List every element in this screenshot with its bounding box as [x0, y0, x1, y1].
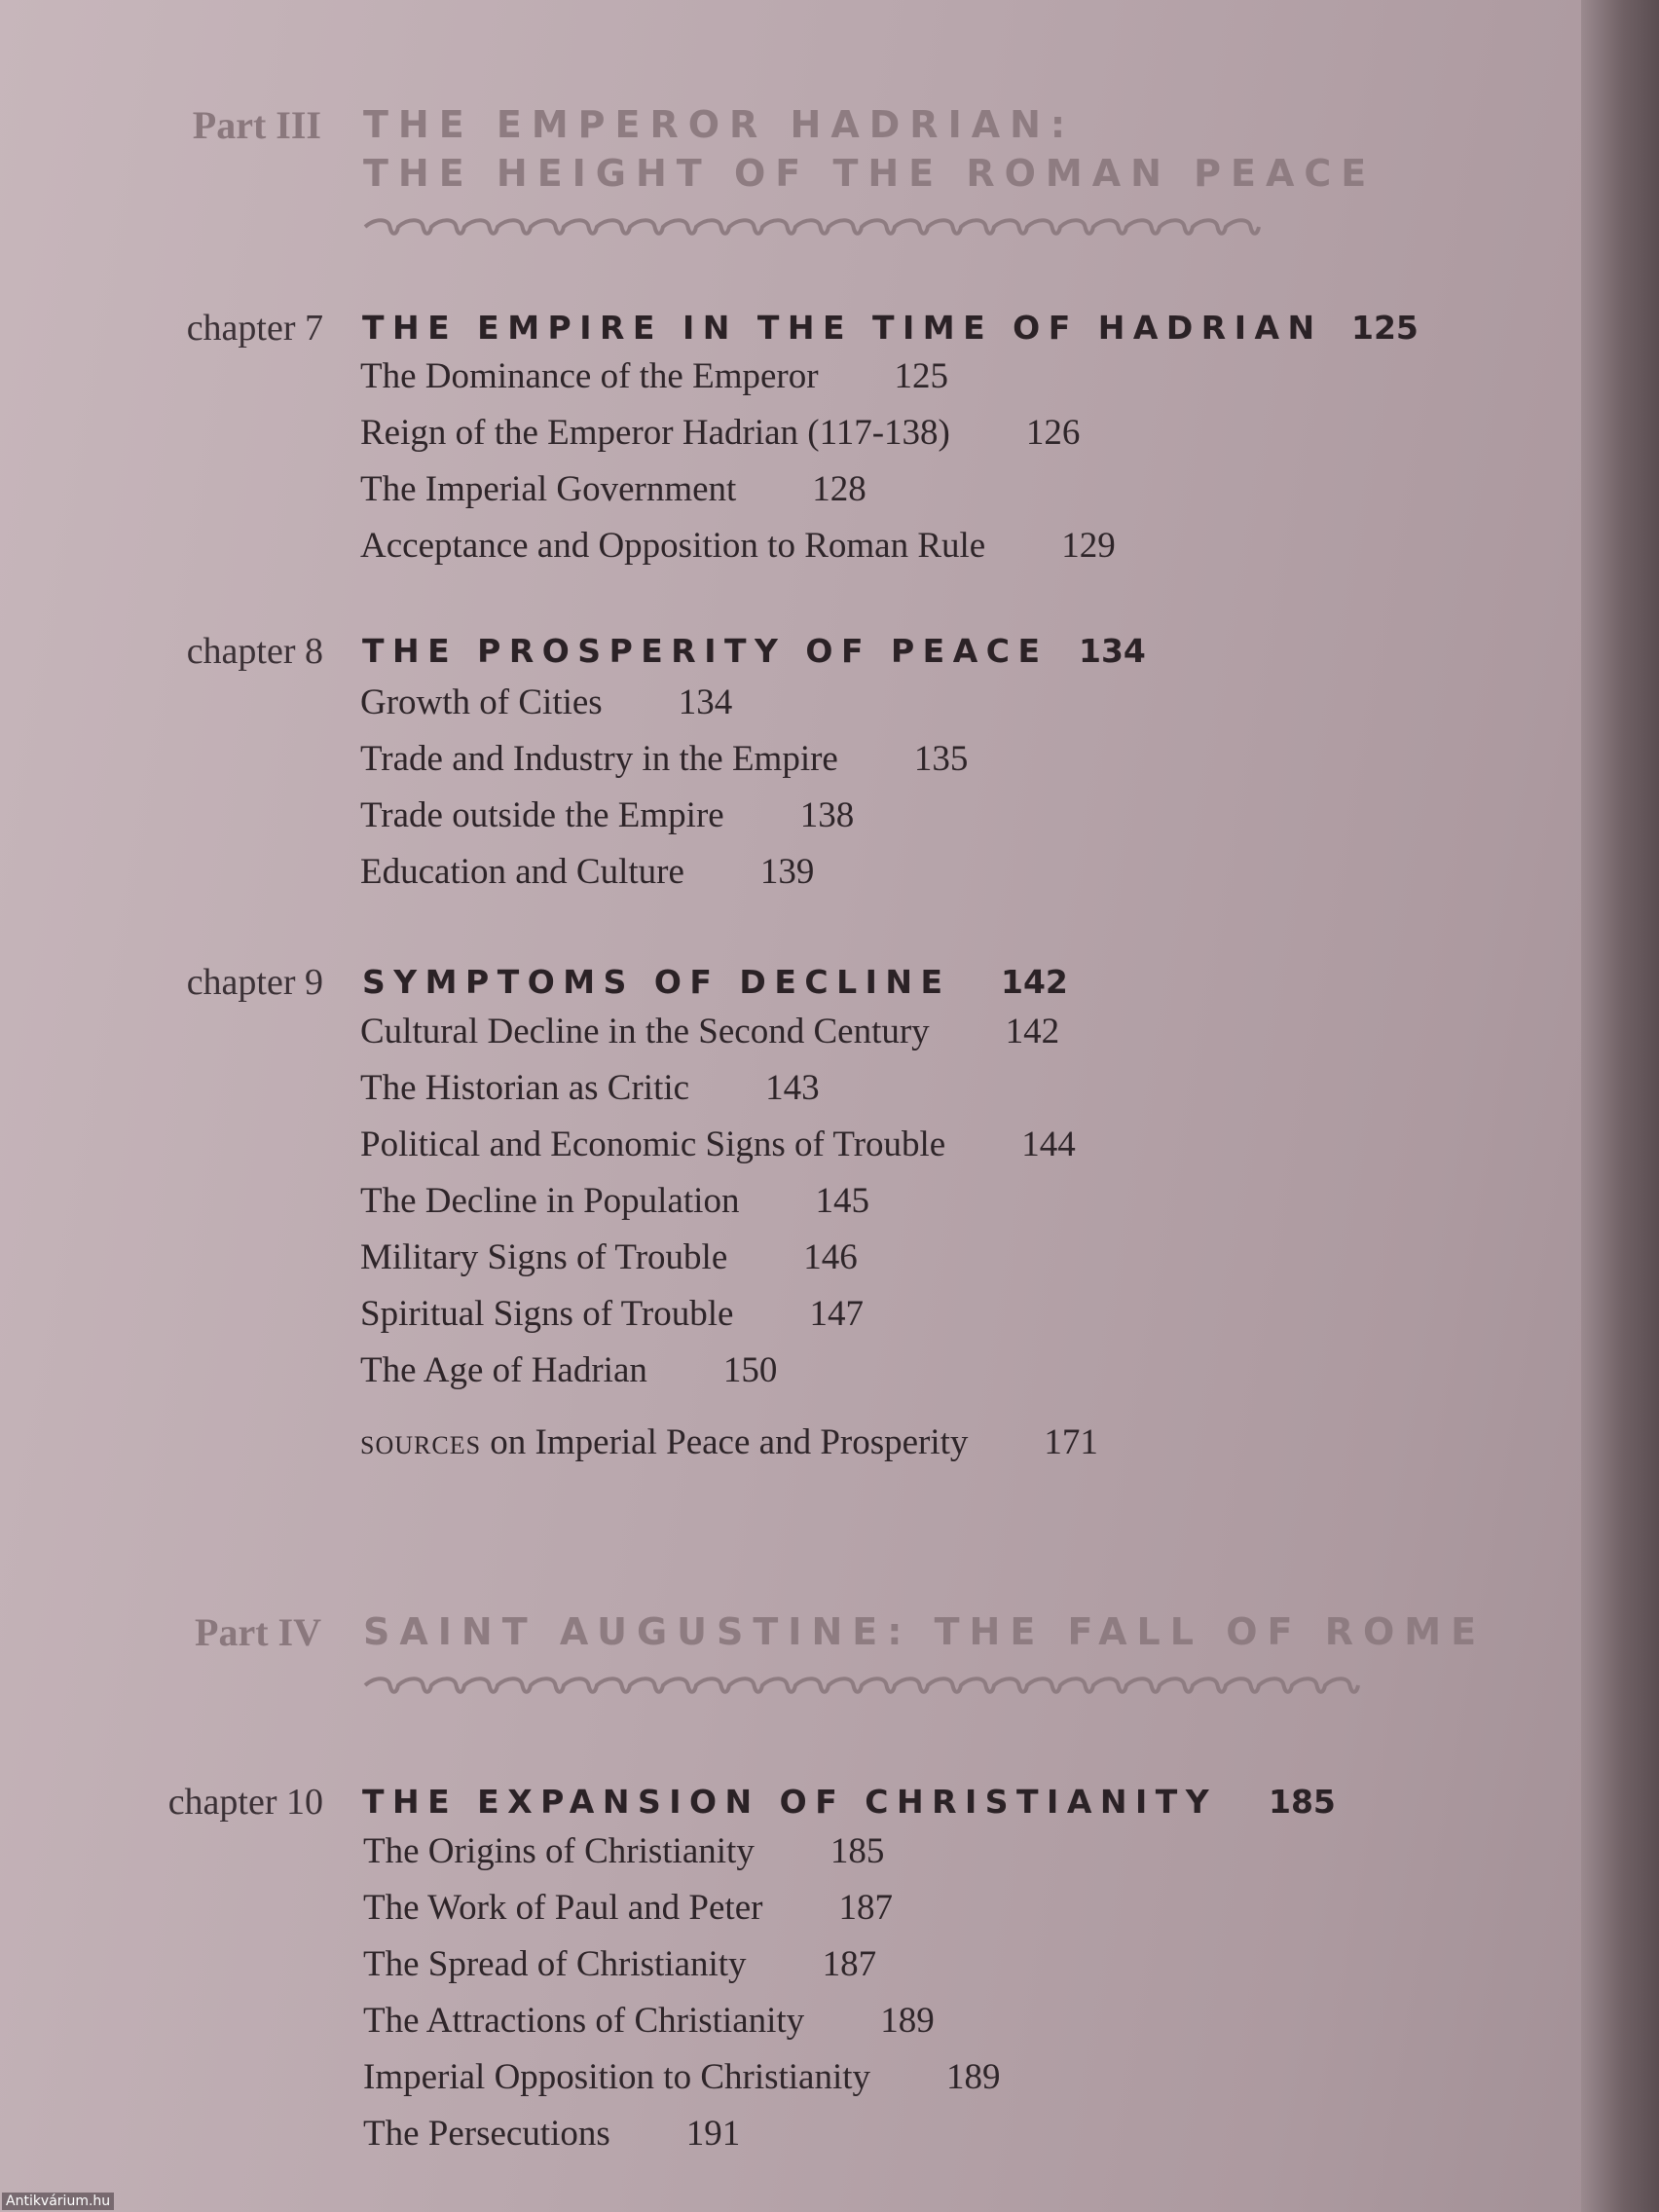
- toc-entry[interactable]: Trade and Industry in the Empire 135: [360, 739, 969, 779]
- part-title-line-2: THE HEIGHT OF THE ROMAN PEACE: [363, 152, 1377, 195]
- toc-entry[interactable]: The Historian as Critic 143: [360, 1068, 820, 1108]
- chapter-page-number: 142: [1001, 963, 1068, 1001]
- wave-ornament-icon: [363, 1671, 1376, 1700]
- chapter-title[interactable]: SYMPTOMS OF DECLINE: [362, 963, 951, 1001]
- wave-ornament-icon: [363, 212, 1288, 241]
- chapter-title[interactable]: THE PROSPERITY OF PEACE: [362, 632, 1049, 670]
- chapter-page-number: 125: [1351, 309, 1419, 347]
- part-title-line-1: SAINT AUGUSTINE: THE FALL OF ROME: [363, 1610, 1487, 1653]
- chapter-page-number: 134: [1079, 632, 1146, 670]
- toc-entry[interactable]: The Work of Paul and Peter 187: [363, 1888, 893, 1928]
- chapter-entries: [360, 1004, 1098, 1471]
- toc-entry[interactable]: The Attractions of Christianity 189: [363, 2001, 935, 2041]
- chapter-label: chapter 8: [186, 631, 323, 672]
- toc-entry[interactable]: The Age of Hadrian 150: [360, 1350, 778, 1390]
- part-title-line-1: THE EMPEROR HADRIAN:: [363, 103, 1076, 146]
- toc-entry[interactable]: The Spread of Christianity 187: [363, 1944, 877, 1984]
- toc-entry[interactable]: Growth of Cities 134: [360, 682, 733, 722]
- chapter-label: chapter 10: [167, 1782, 323, 1823]
- toc-entry[interactable]: Cultural Decline in the Second Century 142: [360, 1012, 1060, 1051]
- watermark: Antikvárium.hu: [2, 2193, 114, 2210]
- toc-entry[interactable]: The Persecutions 191: [363, 2114, 741, 2154]
- chapter-entries: [363, 1824, 1001, 2162]
- chapter-label: chapter 7: [186, 308, 323, 349]
- part-label: Part IV: [195, 1610, 321, 1654]
- sources-entry[interactable]: sources on Imperial Peace and Prosperity 171: [360, 1422, 1098, 1462]
- chapter-title[interactable]: THE EXPANSION OF CHRISTIANITY: [362, 1783, 1218, 1821]
- toc-entry[interactable]: Imperial Opposition to Christianity 189: [363, 2057, 1001, 2097]
- chapter-label: chapter 9: [186, 962, 323, 1003]
- toc-entry[interactable]: Political and Economic Signs of Trouble 144: [360, 1124, 1076, 1164]
- toc-entry[interactable]: Reign of the Emperor Hadrian (117-138) 126: [360, 413, 1081, 453]
- chapter-title[interactable]: THE EMPIRE IN THE TIME OF HADRIAN: [362, 309, 1323, 347]
- toc-entry[interactable]: The Decline in Population 145: [360, 1181, 869, 1221]
- toc-entry[interactable]: The Origins of Christianity 185: [363, 1831, 885, 1871]
- toc-entry[interactable]: Trade outside the Empire 138: [360, 795, 855, 835]
- part-label: Part III: [192, 103, 321, 147]
- toc-entry[interactable]: The Imperial Government 128: [360, 469, 866, 509]
- toc-entry[interactable]: Acceptance and Opposition to Roman Rule 129: [360, 526, 1116, 566]
- toc-entry[interactable]: Military Signs of Trouble 146: [360, 1237, 858, 1277]
- chapter-page-number: 185: [1269, 1783, 1336, 1821]
- page-edge-shadow: [1581, 0, 1659, 2212]
- toc-entry[interactable]: Spiritual Signs of Trouble 147: [360, 1294, 864, 1334]
- toc-entry[interactable]: The Dominance of the Emperor 125: [360, 356, 949, 396]
- chapter-entries: [360, 349, 1116, 574]
- toc-entry[interactable]: Education and Culture 139: [360, 852, 815, 892]
- chapter-entries: [360, 675, 968, 901]
